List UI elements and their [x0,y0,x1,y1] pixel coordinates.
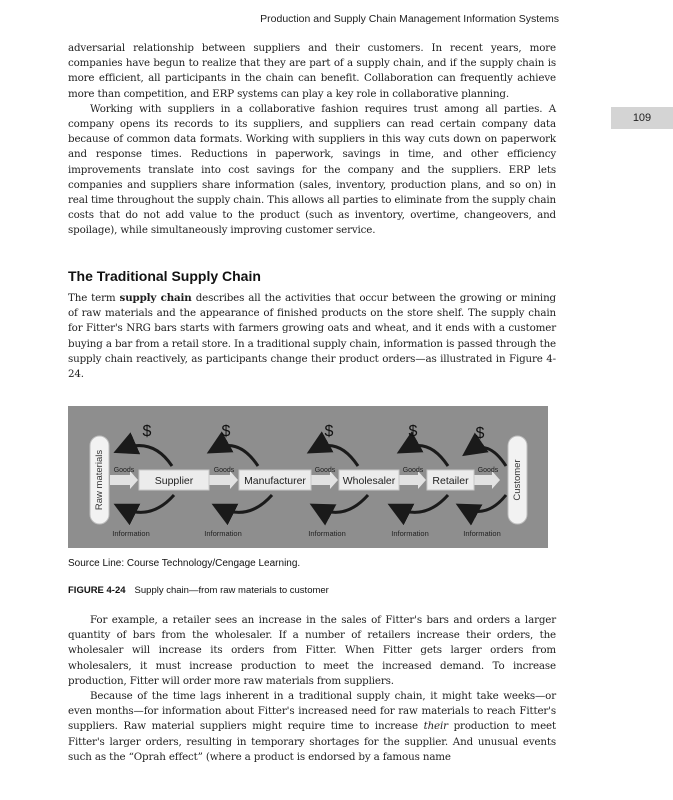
after-p2-emphasis: their [423,720,448,733]
intro-text [68,41,556,239]
information-label: Information [112,529,150,538]
information-curve [316,495,368,512]
intro-paragraph-2: Working with suppliers in a collaborative fashion requires trust among all parties. A company opens its records to its suppliers, and suppliers can read certain company data because of common data formats. Working with suppliers in this way cuts down on paperwork and response times. Reductions in paperwork, savings in time, and other efficiency improvements translate into cost savings for the company and the suppliers. ERP lets companies and suppliers share information (sales, inventory, production plans, and so on) in real time throughout the supply chain. This allows all parties to eliminate from the supply chain costs that do not add value to the product (such as inventory, overtime, changeovers, and spoilage), while simultaneously improving customer service. [68,102,556,237]
node-manufacturer-label: Manufacturer [244,475,306,487]
goods-label: Goods [213,467,235,474]
goods-label: Goods [402,467,424,474]
after-p2-lead: Because of the time lags inherent in a traditional supply chain, it might take weeks—or even months—for information about Fitter's increased need for raw materials to reach Fitter's suppliers. Raw material suppliers might require time to increase [68,690,556,733]
information-curve [218,495,272,512]
section-text [68,291,556,382]
customer-label: Customer [512,459,523,501]
node-supplier-label: Supplier [154,475,194,487]
section-p1-rest: describes all the activities that occur between the growing or mining of raw materials and the appearance of finished products on the store shelf. The supply chain for Fitter's NRG bars starts with farmers growing oats and wheat, and it ends with a customer buying a bar from a retail store. In a traditional supply chain, information is passed through the supply chain reactively, as participants change their product orders—as illustrated in Figure 4-24. [68,292,556,381]
money-symbol: $ [142,423,152,440]
intro-paragraph-1: adversarial relationship between suppliers and their customers. In recent years, more companies have begun to realize that they are part of a supply chain, and if the supply chain is more efficient, all participants in the chain can benefit. Collaboration can frequently achieve more than competition, and ERP systems can play a key role in collaborative planning. [68,42,556,100]
money-curve [120,446,172,466]
term-supply-chain: supply chain [119,292,192,304]
after-p2-rest: production to meet Fitter's larger orders, resulting in temporary shortages for the supplier. And unusual events such as the “Oprah effect” (where a product is endorsed by a famous name [68,720,556,763]
money-symbol: $ [324,423,334,440]
money-curve [403,446,448,466]
money-curve [213,446,258,466]
goods-label: Goods [113,467,135,474]
supply-chain-figure [68,406,548,548]
information-curve [394,495,448,512]
after-paragraph-2 [68,689,556,765]
information-label: Information [391,529,429,538]
money-curve [468,447,506,466]
goods-label: Goods [477,467,499,474]
after-paragraph-1: For example, a retailer sees an increase in the sales of Fitter's bars and orders a larger quantity of bars from the wholesaler. If a number of retailers increase their orders, the wholesaler will increase its orders from Fitter. When Fitter gets larger orders from wholesalers, it must increase production to meet the increased demand. To increase production, Fitter will order more raw materials from suppliers. [68,614,556,687]
information-label: Information [463,529,501,538]
goods-label: Goods [314,467,336,474]
money-symbol: $ [408,423,418,440]
node-retailer-label: Retailer [432,475,469,487]
figure-number: FIGURE 4-24 [68,585,126,596]
section-p1-lead: The term [68,292,120,304]
information-label: Information [308,529,346,538]
figure-caption [68,585,329,596]
running-head: Production and Supply Chain Management Information Systems [260,13,559,25]
raw-materials-label: Raw materials [94,449,105,511]
section-paragraph-1 [68,291,556,382]
supply-chain-diagram [68,406,548,548]
money-symbol: $ [221,423,231,440]
body-text-after-figure [68,613,556,765]
figure-caption-text: Supply chain—from raw materials to customer [134,585,329,596]
information-curve [462,495,506,511]
page-number-tab: 109 [611,107,673,129]
section-heading: The Traditional Supply Chain [68,268,261,284]
money-symbol: $ [475,425,485,442]
node-wholesaler-label: Wholesaler [342,475,396,487]
information-curve [120,495,174,512]
money-curve [313,446,358,466]
information-label: Information [204,529,242,538]
figure-source-line: Source Line: Course Technology/Cengage Learning. [68,558,301,569]
